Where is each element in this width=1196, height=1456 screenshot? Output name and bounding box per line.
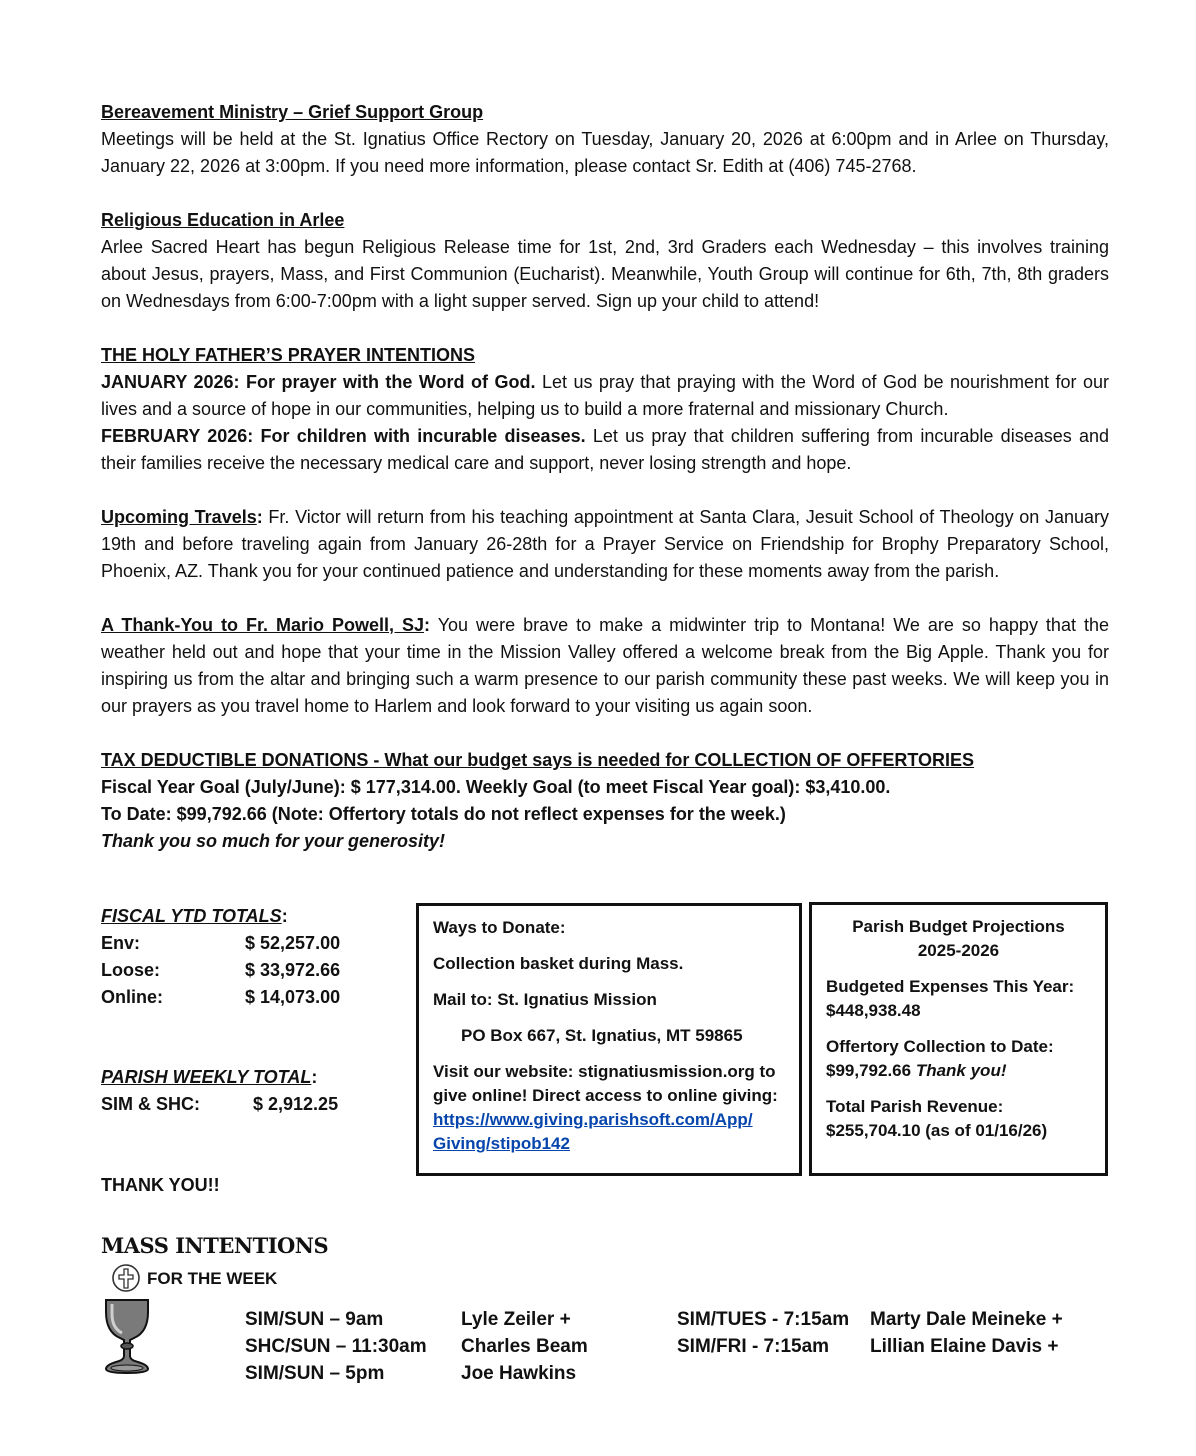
cross-circle-icon bbox=[111, 1263, 141, 1293]
bulletin-text bbox=[101, 99, 1109, 882]
february-intention bbox=[101, 423, 1109, 477]
february-label: FEBRUARY 2026: For children with incurable diseases. bbox=[101, 426, 586, 446]
prayer-intentions-section bbox=[101, 342, 1109, 477]
budget-title-1: Parish Budget Projections bbox=[852, 917, 1065, 936]
link-line-1: https://www.giving.parishsoft.com/App/ bbox=[433, 1110, 753, 1129]
budget-title-2: 2025-2026 bbox=[917, 941, 1000, 960]
ytd-title: FISCAL YTD TOTALS bbox=[101, 906, 282, 926]
link-line-2: Giving/stipob142 bbox=[433, 1134, 570, 1153]
ytd-label: Loose: bbox=[101, 960, 161, 980]
budget-expenses-value: $448,938.48 bbox=[826, 1001, 921, 1020]
mass-names-left bbox=[461, 1306, 588, 1387]
donate-website: Visit our website: stignatiusmission.org to give online! Direct access to online giving: bbox=[433, 1062, 778, 1105]
bereavement-body: Meetings will be held at the St. Ignatius Office Rectory on Tuesday, January 20, 2026 at 6:00pm and in Arlee on Thursday, January 22, 2026 at 3:00pm. If you need more information, please contact Sr. Edith at (406) 745-2768. bbox=[101, 129, 1109, 176]
budget-offertory-label: Offertory Collection to Date: bbox=[826, 1037, 1054, 1056]
travels-heading: Upcoming Travels bbox=[101, 507, 257, 527]
budget-offertory-line bbox=[826, 1059, 1091, 1083]
mass-intention-name: Joe Hawkins bbox=[461, 1363, 577, 1384]
weekly-colon: : bbox=[311, 1067, 318, 1087]
budget-revenue-value: $255,704.10 (as of 01/16/26) bbox=[826, 1121, 1048, 1140]
thank-you-mario-paragraph bbox=[101, 612, 1109, 720]
ytd-colon: : bbox=[281, 906, 288, 926]
weekly-row bbox=[101, 1091, 401, 1118]
donate-title: Ways to Donate: bbox=[433, 918, 566, 937]
mass-time: SIM/SUN – 9am bbox=[245, 1309, 384, 1330]
religious-ed-heading: Religious Education in Arlee bbox=[101, 210, 345, 230]
parish-weekly-total bbox=[101, 1064, 401, 1118]
thank-you-mario-heading: A Thank-You to Fr. Mario Powell, SJ bbox=[101, 615, 425, 635]
donate-address: PO Box 667, St. Ignatius, MT 59865 bbox=[461, 1026, 743, 1045]
religious-ed-section bbox=[101, 207, 1109, 315]
bereavement-heading: Bereavement Ministry – Grief Support Group bbox=[101, 102, 484, 122]
mass-time: SIM/FRI - 7:15am bbox=[677, 1336, 830, 1357]
january-label: JANUARY 2026: For prayer with the Word of God. bbox=[101, 372, 536, 392]
february-text: Let us pray that children suffering from incurable diseases and their families receive the necessary medical care and support, never losing strength and hope. bbox=[101, 426, 1110, 473]
mass-intention-name: Lyle Zeiler + bbox=[461, 1309, 571, 1330]
budget-revenue-label: Total Parish Revenue: bbox=[826, 1097, 1004, 1116]
mass-intentions-subtitle-row bbox=[111, 1263, 328, 1293]
travels-body: Fr. Victor will return from his teaching appointment at Santa Clara, Jesuit School of Theology on January 19th and before traveling again from January 26-28th for a Prayer Service on Friendship for Brophy Preparatory School, Phoenix, AZ. Thank you for your continued patience and understanding for these moments away from the parish. bbox=[101, 507, 1109, 581]
religious-ed-body: Arlee Sacred Heart has begun Religious Release time for 1st, 2nd, 3rd Graders each Wednesday – this involves training about Jesus, prayers, Mass, and First Communion (Eucharist). Meanwhile, Youth Group will continue for 6th, 7th, 8th graders on Wednesdays from 6:00-7:00pm with a light supper served. Sign up your child to attend! bbox=[101, 237, 1109, 311]
mass-intention-name: Charles Beam bbox=[461, 1336, 588, 1357]
mass-intention-name: Marty Dale Meineke + bbox=[870, 1309, 1063, 1330]
tax-section bbox=[101, 747, 1109, 855]
weekly-label: SIM & SHC: bbox=[101, 1094, 200, 1114]
tax-line-thanks: Thank you so much for your generosity! bbox=[101, 831, 446, 851]
donate-mail: Mail to: St. Ignatius Mission bbox=[433, 990, 657, 1009]
budget-projections-box bbox=[809, 902, 1108, 1176]
mass-times-right bbox=[677, 1306, 849, 1360]
weekly-title-line bbox=[101, 1064, 401, 1091]
budget-offertory-value: $99,792.66 bbox=[826, 1061, 912, 1080]
ytd-row-loose bbox=[101, 957, 401, 984]
budget-offertory-thanks: Thank you! bbox=[911, 1061, 1007, 1080]
january-text: Let us pray that praying with the Word of God be nourishment for our lives and a source of hope in our communities, helping us to build a more fraternal and missionary Church. bbox=[101, 372, 1110, 419]
ytd-value: $ 52,257.00 bbox=[245, 933, 341, 953]
mass-intention-name: Lillian Elaine Davis + bbox=[870, 1336, 1059, 1357]
thank-you-text: THANK YOU!! bbox=[101, 1175, 220, 1195]
fiscal-ytd-totals bbox=[101, 903, 401, 1011]
mass-time: SIM/TUES - 7:15am bbox=[677, 1309, 850, 1330]
online-giving-link[interactable] bbox=[433, 1110, 753, 1153]
donate-basket: Collection basket during Mass. bbox=[433, 954, 684, 973]
mass-times-left bbox=[245, 1306, 427, 1387]
mass-names-right bbox=[870, 1306, 1063, 1360]
ytd-row-online bbox=[101, 984, 401, 1011]
budget-expenses-label: Budgeted Expenses This Year: bbox=[826, 977, 1075, 996]
travels-paragraph bbox=[101, 504, 1109, 585]
ytd-label: Env: bbox=[101, 933, 141, 953]
thank-you-mario-section bbox=[101, 612, 1109, 720]
tax-line-goal: Fiscal Year Goal (July/June): $ 177,314.00. Weekly Goal (to meet Fiscal Year goal): $3,410.00. bbox=[101, 777, 891, 797]
tax-heading: TAX DEDUCTIBLE DONATIONS - What our budget says is needed for COLLECTION OF OFFERTORIES bbox=[101, 750, 975, 770]
ytd-value: $ 33,972.66 bbox=[245, 960, 341, 980]
travels-section bbox=[101, 504, 1109, 585]
thank-you-mario-colon: : bbox=[424, 615, 431, 635]
thank-you-mario-body: You were brave to make a midwinter trip to Montana! We are so happy that the weather held out and hope that your time in the Mission Valley offered a welcome break from the Big Apple. Thank you for inspiring us from the altar and bringing such a warm presence to our parish community these past weeks. We will keep you in our prayers as you travel home to Harlem and look forward to your visiting us again soon. bbox=[101, 615, 1109, 716]
ways-to-donate-box bbox=[416, 903, 802, 1176]
chalice-icon bbox=[104, 1298, 150, 1374]
tax-line-to-date: To Date: $99,792.66 (Note: Offertory totals do not reflect expenses for the week.) bbox=[101, 804, 786, 824]
prayer-intentions-heading: THE HOLY FATHER’S PRAYER INTENTIONS bbox=[101, 345, 476, 365]
weekly-title: PARISH WEEKLY TOTAL bbox=[101, 1067, 312, 1087]
mass-intentions-subtitle: FOR THE WEEK bbox=[147, 1268, 278, 1288]
bereavement-section bbox=[101, 99, 1109, 180]
travels-colon: : bbox=[256, 507, 263, 527]
january-intention bbox=[101, 369, 1109, 423]
ytd-value: $ 14,073.00 bbox=[245, 987, 341, 1007]
ytd-title-line bbox=[101, 903, 401, 930]
weekly-value: $ 2,912.25 bbox=[253, 1094, 339, 1114]
mass-time: SIM/SUN – 5pm bbox=[245, 1363, 385, 1384]
mass-intentions-title: MASS INTENTIONS bbox=[101, 1233, 329, 1258]
mass-time: SHC/SUN – 11:30am bbox=[245, 1336, 427, 1357]
mass-intentions-logo bbox=[101, 1232, 328, 1293]
ytd-row-env bbox=[101, 930, 401, 957]
ytd-label: Online: bbox=[101, 987, 163, 1007]
